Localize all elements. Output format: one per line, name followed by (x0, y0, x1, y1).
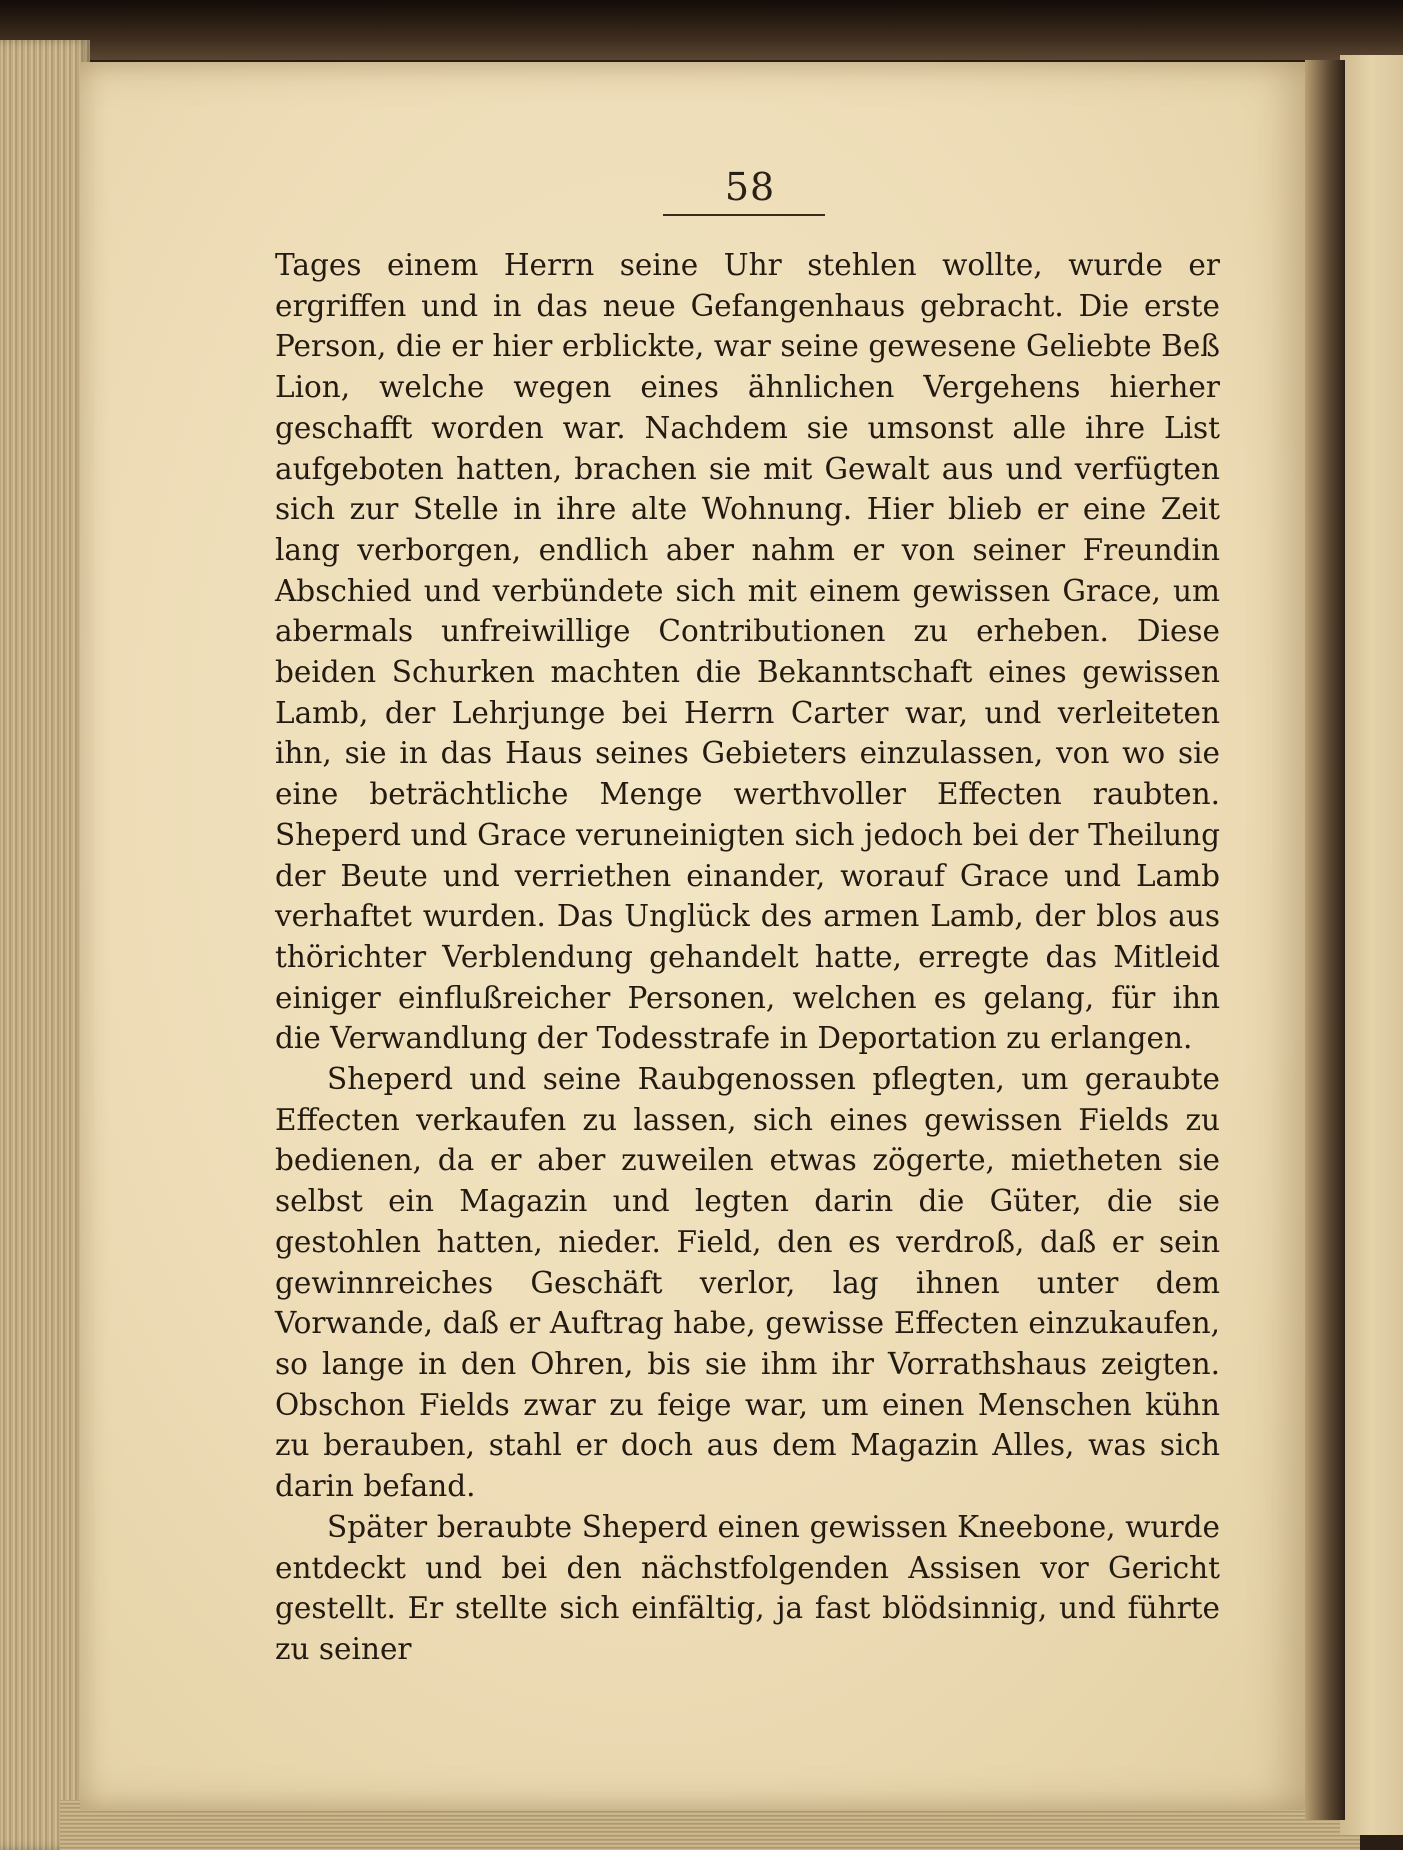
page-number: 58 (724, 165, 776, 209)
book-gutter (1305, 60, 1345, 1820)
header-rule (663, 214, 825, 216)
page-stack-left (0, 40, 90, 1850)
book-cover-edge (0, 0, 1403, 60)
paragraph-3: Später beraubte Sheperd einen gewissen Kneebone, wurde entdeckt und bei den nächstfolgenden Assisen vor Gericht gestellt. Er stellte sich einfältig, ja fast blödsinnig, und führte zu seiner (275, 1509, 1220, 1666)
facing-page-edge (1340, 55, 1403, 1835)
paragraph-2: Sheperd und seine Raubgenossen pflegten, um geraubte Effecten verkaufen zu lassen, sich eines gewissen Fields zu bedienen, da er aber zuweilen etwas zögerte, mietheten sie selbst ein Magazin und legten darin die Güter, die sie gestohlen hatten, nieder. Field, den es verdroß, daß er sein gewinnreiches Geschäft verlor, lag ihnen unter dem Vorwande, daß er Auftrag habe, gewisse Effecten einzukaufen, so lange in den Ohren, bis sie ihm ihr Vorrathshaus zeigten. Obschon Fields zwar zu feige war, um einen Menschen kühn zu berauben, stahl er doch aus dem Magazin Alles, was sich darin befand. (275, 1062, 1220, 1504)
body-text (275, 245, 1220, 1670)
paragraph-1: Tages einem Herrn seine Uhr stehlen wollte, wurde er ergriffen und in das neue Gefangenhaus gebracht. Die erste Person, die er hier erblickte, war seine gewesene Geliebte Beß Lion, welche wegen eines ähnlichen Vergehens hierher geschafft worden war. Nachdem sie umsonst alle ihre List aufgeboten hatten, brachen sie mit Gewalt aus und verfügten sich zur Stelle in ihre alte Wohnung. Hier blieb er eine Zeit lang verborgen, endlich aber nahm er von seiner Freundin Abschied und verbündete sich mit einem gewissen Grace, um abermals unfreiwillige Contributionen zu erheben. Diese beiden Schurken machten die Bekanntschaft eines gewissen Lamb, der Lehrjunge bei Herrn Carter war, und verleiteten ihn, sie in das Haus seines Gebieters einzulassen, von wo sie eine beträchtliche Menge werthvoller Effecten raubten. Sheperd und Grace veruneinigten sich jedoch bei der Theilung der Beute und verriethen einander, worauf Grace und Lamb verhaftet wurden. Das Unglück des armen Lamb, der blos aus thörichter Verblendung gehandelt hatte, erregte das Mitleid einiger einflußreicher Personen, welchen es gelang, für ihn die Verwandlung der Todesstrafe in Deportation zu erlangen. (275, 248, 1220, 1056)
